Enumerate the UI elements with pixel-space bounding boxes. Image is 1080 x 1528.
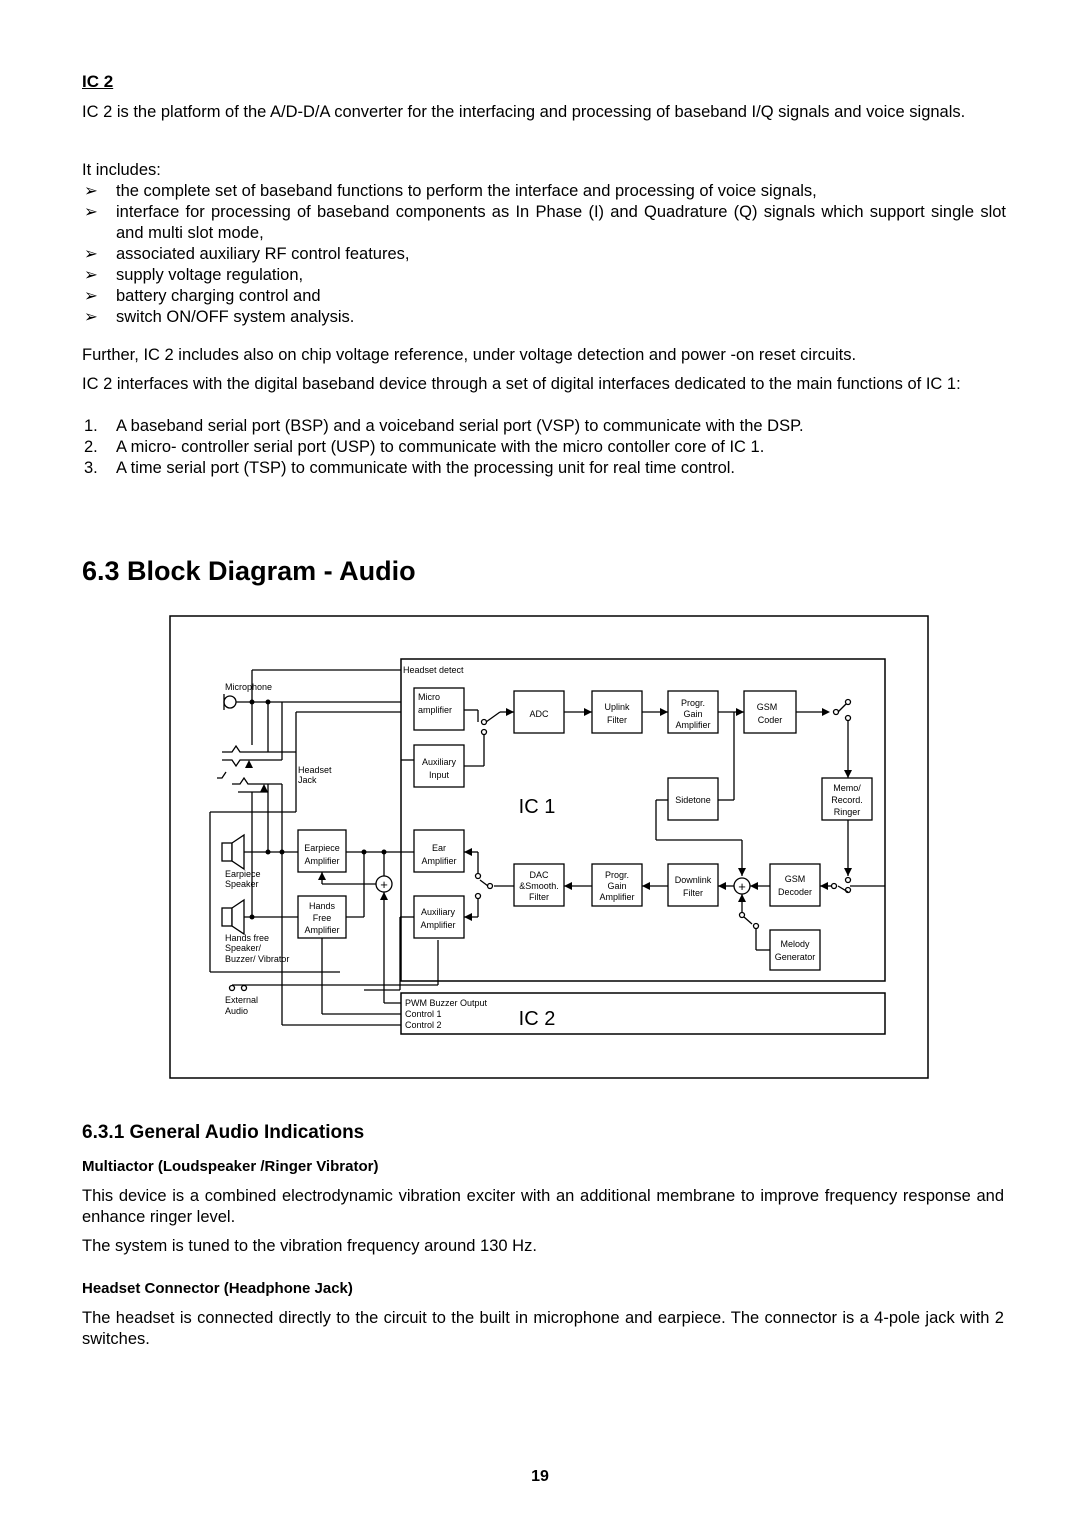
label-progr-dn-1: Progr.	[604, 870, 630, 880]
label-control-1: Control 1	[405, 1009, 442, 1019]
label-downlink-1: Downlink	[674, 875, 712, 885]
external-audio-icon	[230, 986, 247, 991]
label-uplink-2: Filter	[607, 715, 627, 725]
label-aux-amp-2: Amplifier	[420, 920, 456, 930]
label-progr-dn-3: Amplifier	[599, 892, 635, 902]
label-memo-2: Record.	[831, 795, 863, 805]
intro-paragraph: IC 2 is the platform of the A/D-D/A converter for the interfacing and processing of baseband I/Q signals and voice signals.	[82, 103, 966, 121]
bullet-marker-icon: ➢	[84, 182, 98, 200]
label-gsm-decoder-2: Decoder	[777, 887, 813, 897]
label-gsm-decoder-1: GSM	[784, 874, 806, 884]
multiactor-paragraph: This device is a combined electrodynamic vibration exciter with an additional membrane to improve frequency response and enhance ringer level.	[82, 1187, 1004, 1226]
label-headset-detect: Headset detect	[403, 665, 464, 675]
label-external-audio-1: External	[225, 995, 259, 1005]
label-dac-2: &Smooth.	[519, 881, 559, 891]
label-memo-3: Ringer	[833, 807, 861, 817]
label-micro-amp-1: Micro	[418, 692, 440, 702]
bullet-marker-icon: ➢	[84, 245, 98, 263]
label-hands-free-1: Hands free	[225, 933, 270, 943]
label-progr-dn-2: Gain	[607, 881, 627, 891]
section-title: 6.3 Block Diagram - Audio	[82, 556, 416, 586]
interfaces-paragraph: IC 2 interfaces with the digital baseband device through a set of digital interfaces dedicated to the main functions of IC 1:	[82, 375, 961, 393]
label-ic1-label: IC 1	[518, 796, 556, 818]
label-hands-free-3: Buzzer/ Vibrator	[225, 954, 290, 964]
label-hands-free-amp-1: Hands	[308, 901, 336, 911]
microphone-icon	[224, 694, 236, 710]
label-progr-up-1: Progr.	[680, 698, 706, 708]
headset-heading: Headset Connector (Headphone Jack)	[82, 1280, 353, 1297]
label-hands-free-amp-3: Amplifier	[304, 925, 340, 935]
label-headset-jack-1: Headset	[298, 765, 332, 775]
label-earpiece-amp-1: Earpiece	[304, 843, 340, 853]
label-uplink-1: Uplink	[604, 702, 630, 712]
page-number: 19	[531, 1468, 549, 1485]
label-progr-up-3: Amplifier	[675, 720, 711, 730]
label-micro-amp-2: amplifier	[418, 705, 453, 715]
ic2-heading: IC 2	[82, 72, 114, 91]
bullet-marker-icon: ➢	[84, 203, 98, 221]
label-external-audio-2: Audio	[225, 1006, 249, 1016]
auxiliary-amplifier-block	[414, 896, 464, 938]
label-earpiece-amp-2: Amplifier	[304, 856, 340, 866]
label-headset-jack-2: Jack	[298, 775, 317, 785]
label-sidetone: Sidetone	[675, 795, 711, 805]
label-hands-free-amp-2: Free	[312, 913, 332, 923]
melody-generator-block	[770, 930, 820, 970]
label-gsm-coder-2: Coder	[757, 715, 783, 725]
label-dac-3: Filter	[529, 892, 549, 902]
bullet-marker-icon: ➢	[84, 266, 98, 284]
headset-paragraph: The headset is connected directly to the circuit to the built in microphone and earpiece. The connector is a 4-pole jack with 2 switches.	[82, 1309, 1004, 1348]
hands-free-speaker-icon	[222, 900, 244, 934]
label-ear-amp-1: Ear	[431, 843, 447, 853]
subsection-title: 6.3.1 General Audio Indications	[82, 1122, 365, 1143]
label-ear-amp-2: Amplifier	[421, 856, 457, 866]
label-gsm-coder-1: GSM	[756, 702, 778, 712]
label-pwm-buzzer: PWM Buzzer Output	[405, 998, 488, 1008]
label-aux-amp-1: Auxiliary	[420, 907, 456, 917]
label-melody-1: Melody	[780, 939, 810, 949]
vibration-paragraph: The system is tuned to the vibration frequency around 130 Hz.	[82, 1237, 537, 1255]
label-dac-1: DAC	[529, 870, 549, 880]
label-plus: +	[738, 879, 746, 894]
label-aux-input-1: Auxiliary	[421, 757, 457, 767]
uplink-filter-block	[592, 691, 642, 733]
multiactor-heading: Multiactor (Loudspeaker /Ringer Vibrator)	[82, 1158, 379, 1175]
label-downlink-2: Filter	[683, 888, 703, 898]
label-melody-2: Generator	[774, 952, 816, 962]
label-progr-up-2: Gain	[683, 709, 703, 719]
gsm-coder-block	[744, 691, 796, 733]
label-aux-input-2: Input	[428, 770, 450, 780]
label-earpiece-speaker-1: Earpiece	[225, 869, 261, 879]
label-plus: +	[380, 877, 388, 892]
gsm-decoder-block	[770, 864, 820, 906]
label-memo-1: Memo/	[833, 783, 861, 793]
further-paragraph: Further, IC 2 includes also on chip voltage reference, under voltage detection and power -on reset circuits.	[82, 346, 857, 364]
label-adc: ADC	[529, 709, 549, 719]
bullet-marker-icon: ➢	[84, 308, 98, 326]
headset-jack-icon	[217, 746, 296, 792]
label-earpiece-speaker-2: Speaker	[225, 879, 259, 889]
label-control-2: Control 2	[405, 1020, 442, 1030]
label-ic2-label: IC 2	[518, 1008, 556, 1030]
includes-label: It includes:	[82, 161, 161, 179]
label-microphone: Microphone	[225, 682, 273, 692]
earpiece-speaker-icon	[222, 835, 244, 869]
downlink-filter-block	[668, 864, 718, 906]
label-hands-free-2: Speaker/	[225, 943, 262, 953]
bullet-marker-icon: ➢	[84, 287, 98, 305]
